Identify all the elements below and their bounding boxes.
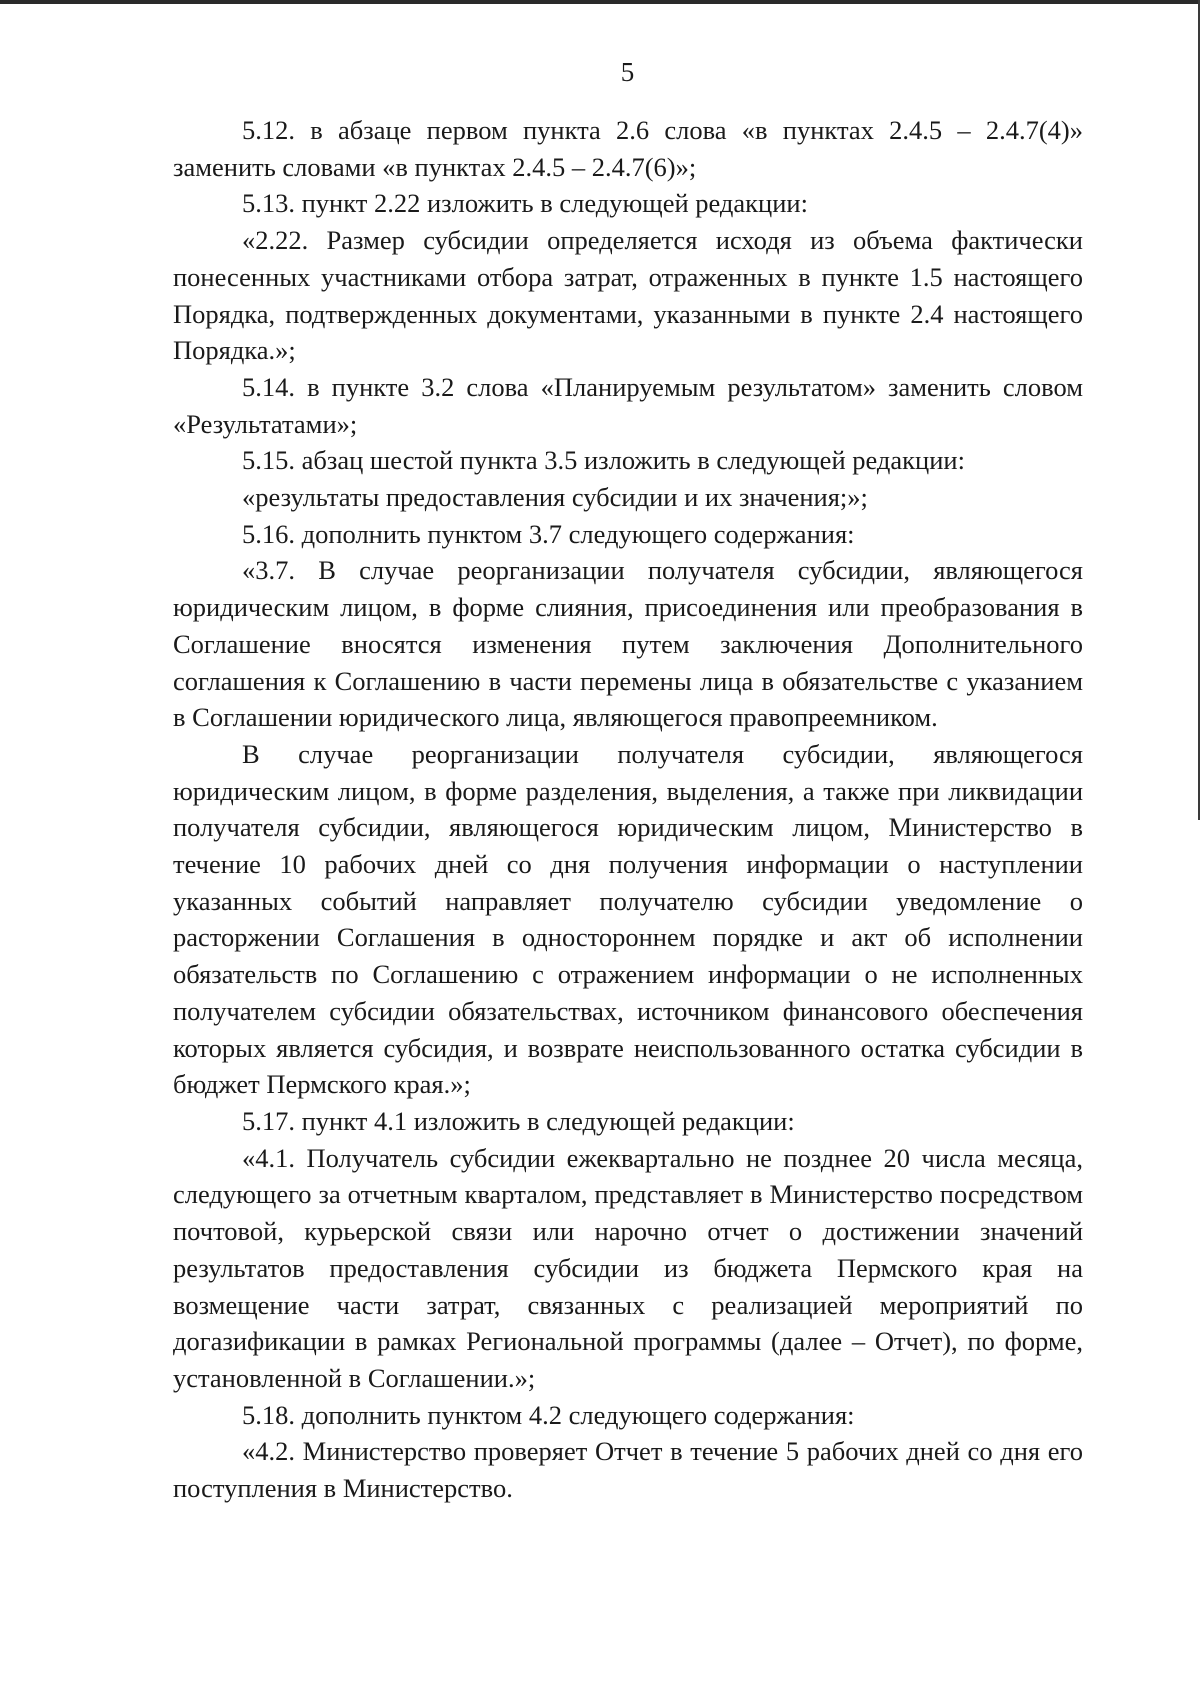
paragraph-2-22-text: «2.22. Размер субсидии определяется исходя из объема фактически понесенных участниками отбора затрат, отраженных в пункте 1.5 настоящего Порядка, подтвержденных документами, указанными в пункте 2.4 настоящего Порядка.»;	[173, 225, 1083, 366]
paragraph-5-12: 5.12. в абзаце первом пункта 2.6 слова «в пунктах 2.4.5 – 2.4.7(4)» заменить словами «в пунктах 2.4.5 – 2.4.7(6)»;	[173, 115, 1083, 182]
paragraph-4-2-text: «4.2. Министерство проверяет Отчет в течение 5 рабочих дней со дня его поступления в Министерство.	[173, 1436, 1083, 1504]
paragraph-5-15: 5.15. абзац шестой пункта 3.5 изложить в следующей редакции:	[242, 445, 965, 476]
paragraph-5-17: 5.17. пункт 4.1 изложить в следующей редакции:	[242, 1105, 795, 1136]
paragraph-3-5-text: «результаты предоставления субсидии и их значения;»;	[242, 482, 868, 513]
paragraph-5-18: 5.18. дополнить пунктом 4.2 следующего содержания:	[242, 1399, 855, 1430]
paragraph-4-1-text: «4.1. Получатель субсидии ежеквартально не позднее 20 числа месяца, следующего за отчетным кварталом, представляет в Министерство посредством почтовой, курьерской связи или нарочно отчет о достижении значений результатов предоставления субсидии из бюджета Пермского края на возмещение части затрат, связанных с реализацией мероприятий по догазификации в рамках Региональной программы (далее – Отчет), по форме, установленной в Соглашении.»;	[173, 1142, 1083, 1393]
document-body	[173, 112, 1083, 1507]
paragraph-3-7-text: «3.7. В случае реорганизации получателя субсидии, являющегося юридическим лицом, в форме слияния, присоединения или преобразования в Соглашение вносятся изменения путем заключения Дополнительного соглашения к Соглашению в части перемены лица в обязательстве с указанием в Соглашении юридического лица, являющегося правопреемником.	[173, 555, 1083, 733]
paragraph-5-16: 5.16. дополнить пунктом 3.7 следующего содержания:	[242, 518, 855, 549]
page-number: 5	[620, 57, 635, 87]
scan-top-edge	[0, 0, 1200, 4]
paragraph-5-13: 5.13. пункт 2.22 изложить в следующей редакции:	[242, 188, 808, 219]
paragraph-3-7-continuation: В случае реорганизации получателя субсидии, являющегося юридическим лицом, в форме разделения, выделения, а также при ликвидации получателя субсидии, являющегося юридическим лицом, Министерство в течение 10 рабочих дней со дня получения информации о наступлении указанных событий направляет получателю субсидии уведомление о расторжении Соглашения в одностороннем порядке и акт об исполнении обязательств по Соглашению с отражением информации о не исполненных получателем субсидии обязательствах, источником финансового обеспечения которых является субсидия, и возврате неиспользованного остатка субсидии в бюджет Пермского края.»;	[173, 738, 1083, 1100]
paragraph-5-14: 5.14. в пункте 3.2 слова «Планируемым результатом» заменить словом «Результатами»;	[173, 371, 1083, 439]
